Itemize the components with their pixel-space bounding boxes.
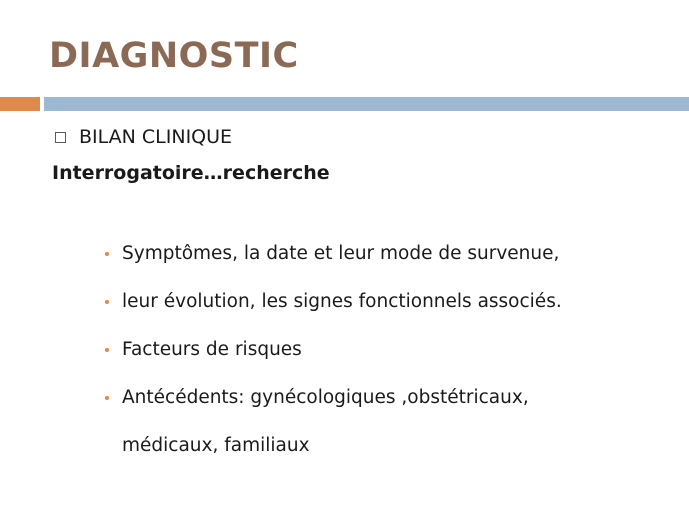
bullet-dot-icon xyxy=(105,396,109,400)
bullet-dot-icon xyxy=(105,300,109,304)
section-label: BILAN CLINIQUE xyxy=(79,126,233,148)
title-band xyxy=(44,97,689,111)
bullet-item-symptomes xyxy=(105,238,562,270)
checkbox-icon xyxy=(55,132,66,143)
bullet-dot-icon xyxy=(105,252,109,256)
bullet-item-evolution xyxy=(105,286,562,318)
title-band-accent xyxy=(0,97,40,111)
bullet-list xyxy=(105,238,562,486)
bullet-text: Symptômes, la date et leur mode de survenue, xyxy=(122,243,560,264)
section-heading xyxy=(55,126,232,148)
bullet-text: Facteurs de risques xyxy=(122,339,302,360)
bullet-text: leur évolution, les signes fonctionnels associés. xyxy=(122,291,562,312)
bullet-item-facteurs xyxy=(105,334,562,366)
bullet-item-antecedents xyxy=(105,374,562,470)
bullet-dot-icon xyxy=(105,348,109,352)
bullet-text-line-2: médicaux, familiaux xyxy=(122,435,310,456)
subheading: Interrogatoire…recherche xyxy=(52,162,330,184)
slide-title: DIAGNOSTIC xyxy=(49,36,299,76)
bullet-text-line-1: Antécédents: gynécologiques ,obstétricaux, xyxy=(122,387,529,408)
